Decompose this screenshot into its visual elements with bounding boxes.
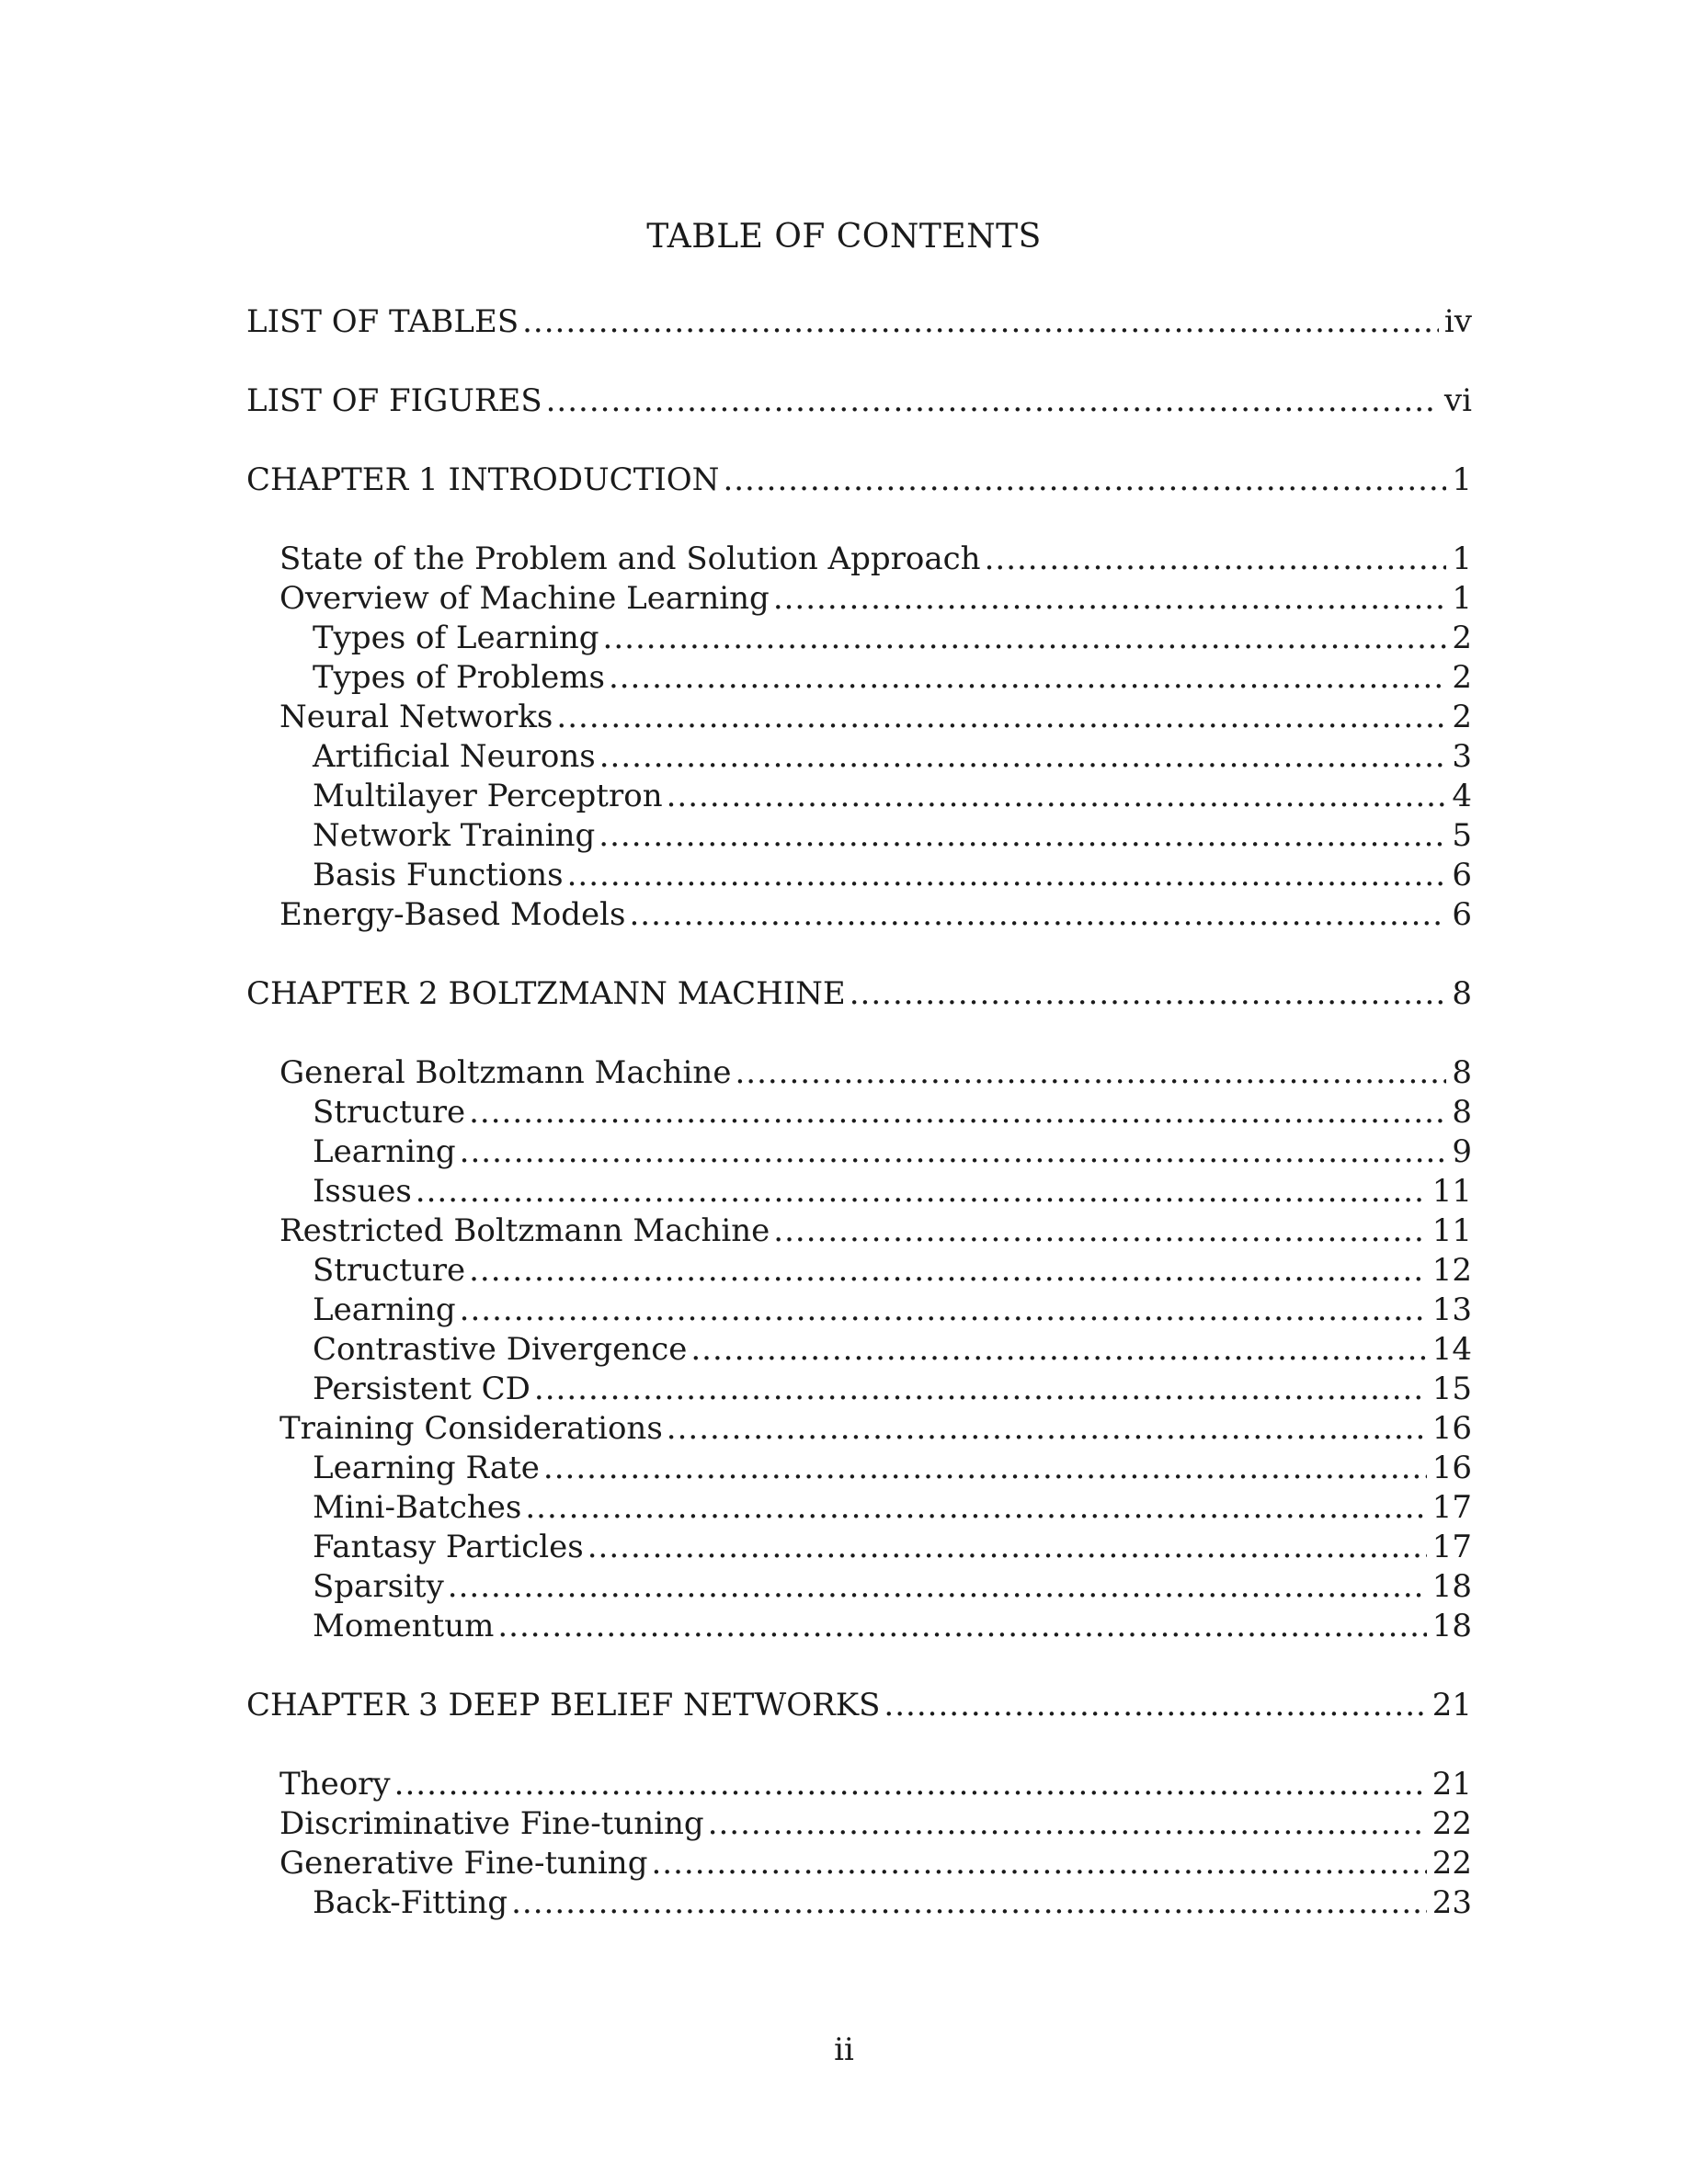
toc-entry-page: 8 (1452, 1054, 1472, 1091)
toc-entry-label: Fantasy Particles (313, 1529, 584, 1565)
toc-entry-chapter-3[interactable] (246, 1685, 1472, 1725)
toc-entry-fantasy-particles[interactable] (246, 1527, 1472, 1567)
toc-entry-page: 21 (1431, 1766, 1472, 1803)
toc-entry-page: 16 (1431, 1410, 1472, 1447)
toc-entry-label: Neural Networks (279, 699, 553, 735)
toc-entry-page: 4 (1452, 778, 1472, 814)
dot-leader (546, 381, 1439, 421)
toc-entry-state-of-the-problem[interactable] (246, 539, 1472, 579)
toc-entry-label: Multilayer Perceptron (313, 778, 663, 814)
toc-entry-label: Learning (313, 1291, 456, 1328)
toc-entry-page: 1 (1452, 540, 1472, 577)
toc-entry-page: 22 (1431, 1805, 1472, 1842)
toc-entry-list-of-tables[interactable] (246, 301, 1472, 342)
toc-entry-label: Structure (313, 1252, 466, 1289)
toc-entry-page: 5 (1452, 817, 1472, 854)
dot-leader (469, 1092, 1446, 1132)
toc-entry-label: Sparsity (313, 1568, 444, 1605)
toc-entry-restricted-boltzmann-machine[interactable] (246, 1211, 1472, 1251)
dot-leader (567, 855, 1447, 895)
dot-leader (850, 973, 1447, 1014)
dot-leader (603, 618, 1447, 658)
toc-entry-page: 2 (1452, 620, 1472, 656)
toc-entry-label: Back-Fitting (313, 1884, 508, 1921)
toc-entry-label: Persistent CD (313, 1371, 530, 1407)
dot-leader (773, 578, 1447, 619)
dot-leader (522, 301, 1439, 342)
toc-entry-page: 11 (1431, 1212, 1472, 1249)
dot-leader (416, 1171, 1427, 1211)
toc-entry-artificial-neurons[interactable] (246, 736, 1472, 777)
toc-entry-page: 18 (1431, 1608, 1472, 1644)
toc-entry-back-fitting[interactable] (246, 1883, 1472, 1923)
dot-leader (609, 657, 1446, 698)
toc-entry-label: CHAPTER 3 DEEP BELIEF NETWORKS (246, 1687, 881, 1723)
toc-entry-sparsity[interactable] (246, 1566, 1472, 1607)
toc-entry-label: Restricted Boltzmann Machine (279, 1212, 770, 1249)
toc-entry-label: Learning Rate (313, 1450, 540, 1486)
toc-entry-label: Structure (313, 1094, 466, 1131)
toc-entry-page: 17 (1431, 1489, 1472, 1526)
dot-leader (469, 1250, 1427, 1291)
toc-entry-network-training[interactable] (246, 815, 1472, 856)
toc-entry-generative-fine-tuning[interactable] (246, 1843, 1472, 1883)
toc-entry-page: 2 (1452, 699, 1472, 735)
dot-leader (651, 1843, 1426, 1883)
dot-leader (629, 894, 1446, 935)
dot-leader (599, 815, 1446, 856)
toc-entry-learning[interactable] (246, 1290, 1472, 1330)
toc-entry-label: Generative Fine-tuning (279, 1845, 648, 1882)
dot-leader (690, 1329, 1426, 1370)
dot-leader (556, 697, 1446, 737)
toc-entry-page: 8 (1452, 1094, 1472, 1131)
toc-entry-label: Energy-Based Models (279, 896, 626, 933)
toc-entry-label: Issues (313, 1173, 412, 1210)
toc-entry-label: State of the Problem and Solution Approach (279, 540, 981, 577)
toc-entry-label: Training Considerations (279, 1410, 663, 1447)
toc-entry-label: Types of Problems (313, 659, 605, 696)
toc-entry-label: Network Training (313, 817, 596, 854)
toc-entry-learning[interactable] (246, 1132, 1472, 1172)
toc-entry-chapter-2[interactable] (246, 973, 1472, 1014)
toc-entry-page: 13 (1431, 1291, 1472, 1328)
dot-leader (511, 1883, 1427, 1923)
toc-entry-contrastive-divergence[interactable] (246, 1329, 1472, 1370)
toc-entry-label: Theory (279, 1766, 391, 1803)
dot-leader (448, 1566, 1427, 1607)
toc-entry-label: Momentum (313, 1608, 495, 1644)
toc-entry-page: 12 (1431, 1252, 1472, 1289)
toc-entry-page: iv (1443, 303, 1472, 340)
dot-leader (394, 1764, 1427, 1804)
toc-entry-label: General Boltzmann Machine (279, 1054, 732, 1091)
toc-entry-label: Artificial Neurons (313, 738, 596, 775)
toc-entry-energy-based-models[interactable] (246, 894, 1472, 935)
toc-entry-page: 1 (1452, 580, 1472, 617)
toc-entry-label: CHAPTER 1 INTRODUCTION (246, 461, 720, 498)
dot-leader (773, 1211, 1426, 1251)
toc-entry-page: 16 (1431, 1450, 1472, 1486)
dot-leader (667, 1408, 1427, 1449)
toc-entry-training-considerations[interactable] (246, 1408, 1472, 1449)
toc-entry-label: Types of Learning (313, 620, 599, 656)
dot-leader (985, 539, 1447, 579)
dot-leader (534, 1369, 1427, 1409)
toc-entry-momentum[interactable] (246, 1606, 1472, 1646)
toc-entry-types-of-problems[interactable] (246, 657, 1472, 698)
dot-leader (543, 1448, 1427, 1488)
toc-entry-persistent-cd[interactable] (246, 1369, 1472, 1409)
toc-entry-page: 17 (1431, 1529, 1472, 1565)
toc-entry-multilayer-perceptron[interactable] (246, 776, 1472, 816)
toc-entry-page: 6 (1452, 896, 1472, 933)
dot-leader (723, 460, 1446, 500)
page-title: TABLE OF CONTENTS (646, 218, 1042, 256)
toc-entry-page: 3 (1452, 738, 1472, 775)
toc-entry-page: 21 (1431, 1687, 1472, 1723)
toc-entry-learning-rate[interactable] (246, 1448, 1472, 1488)
dot-leader (587, 1527, 1427, 1567)
toc-entry-label: Learning (313, 1133, 456, 1170)
dot-leader (735, 1052, 1446, 1093)
toc-entry-mini-batches[interactable] (246, 1487, 1472, 1528)
toc-entry-page: 15 (1431, 1371, 1472, 1407)
toc-entry-page: 18 (1431, 1568, 1472, 1605)
toc-entry-page: 22 (1431, 1845, 1472, 1882)
toc-entry-label: Contrastive Divergence (313, 1331, 688, 1368)
toc-entry-list-of-figures[interactable] (246, 381, 1472, 421)
footer-page-number: ii (834, 2031, 854, 2068)
toc-entry-label: Basis Functions (313, 857, 564, 893)
dot-leader (667, 776, 1447, 816)
dot-leader (460, 1290, 1427, 1330)
dot-leader (884, 1685, 1426, 1725)
dot-leader (460, 1132, 1447, 1172)
toc-entry-discriminative-fine-tuning[interactable] (246, 1803, 1472, 1844)
toc-entry-page: 14 (1431, 1331, 1472, 1368)
toc-entry-page: 1 (1452, 461, 1472, 498)
toc-entry-page: 11 (1431, 1173, 1472, 1210)
toc-entry-structure[interactable] (246, 1250, 1472, 1291)
dot-leader (708, 1803, 1427, 1844)
toc-entry-theory[interactable] (246, 1764, 1472, 1804)
toc-entry-issues[interactable] (246, 1171, 1472, 1211)
toc-entry-neural-networks[interactable] (246, 697, 1472, 737)
toc-entry-chapter-1[interactable] (246, 460, 1472, 500)
toc-entry-structure[interactable] (246, 1092, 1472, 1132)
toc-entry-general-boltzmann-machine[interactable] (246, 1052, 1472, 1093)
dot-leader (525, 1487, 1426, 1528)
toc-entry-types-of-learning[interactable] (246, 618, 1472, 658)
toc-entry-label: LIST OF TABLES (246, 303, 519, 340)
toc-entry-page: 6 (1452, 857, 1472, 893)
toc-entry-label: LIST OF FIGURES (246, 382, 542, 419)
toc-entry-page: 9 (1452, 1133, 1472, 1170)
toc-entry-label: Overview of Machine Learning (279, 580, 770, 617)
toc-entry-page: 23 (1431, 1884, 1472, 1921)
toc-entry-page: 8 (1452, 975, 1472, 1012)
toc-entry-overview-of-machine-learning[interactable] (246, 578, 1472, 619)
toc-entry-basis-functions[interactable] (246, 855, 1472, 895)
toc-entry-label: Discriminative Fine-tuning (279, 1805, 704, 1842)
toc-entry-label: CHAPTER 2 BOLTZMANN MACHINE (246, 975, 846, 1012)
toc-entry-page: vi (1443, 382, 1472, 419)
dot-leader (497, 1606, 1426, 1646)
toc-entry-label: Mini-Batches (313, 1489, 522, 1526)
dot-leader (599, 736, 1447, 777)
toc-entry-page: 2 (1452, 659, 1472, 696)
